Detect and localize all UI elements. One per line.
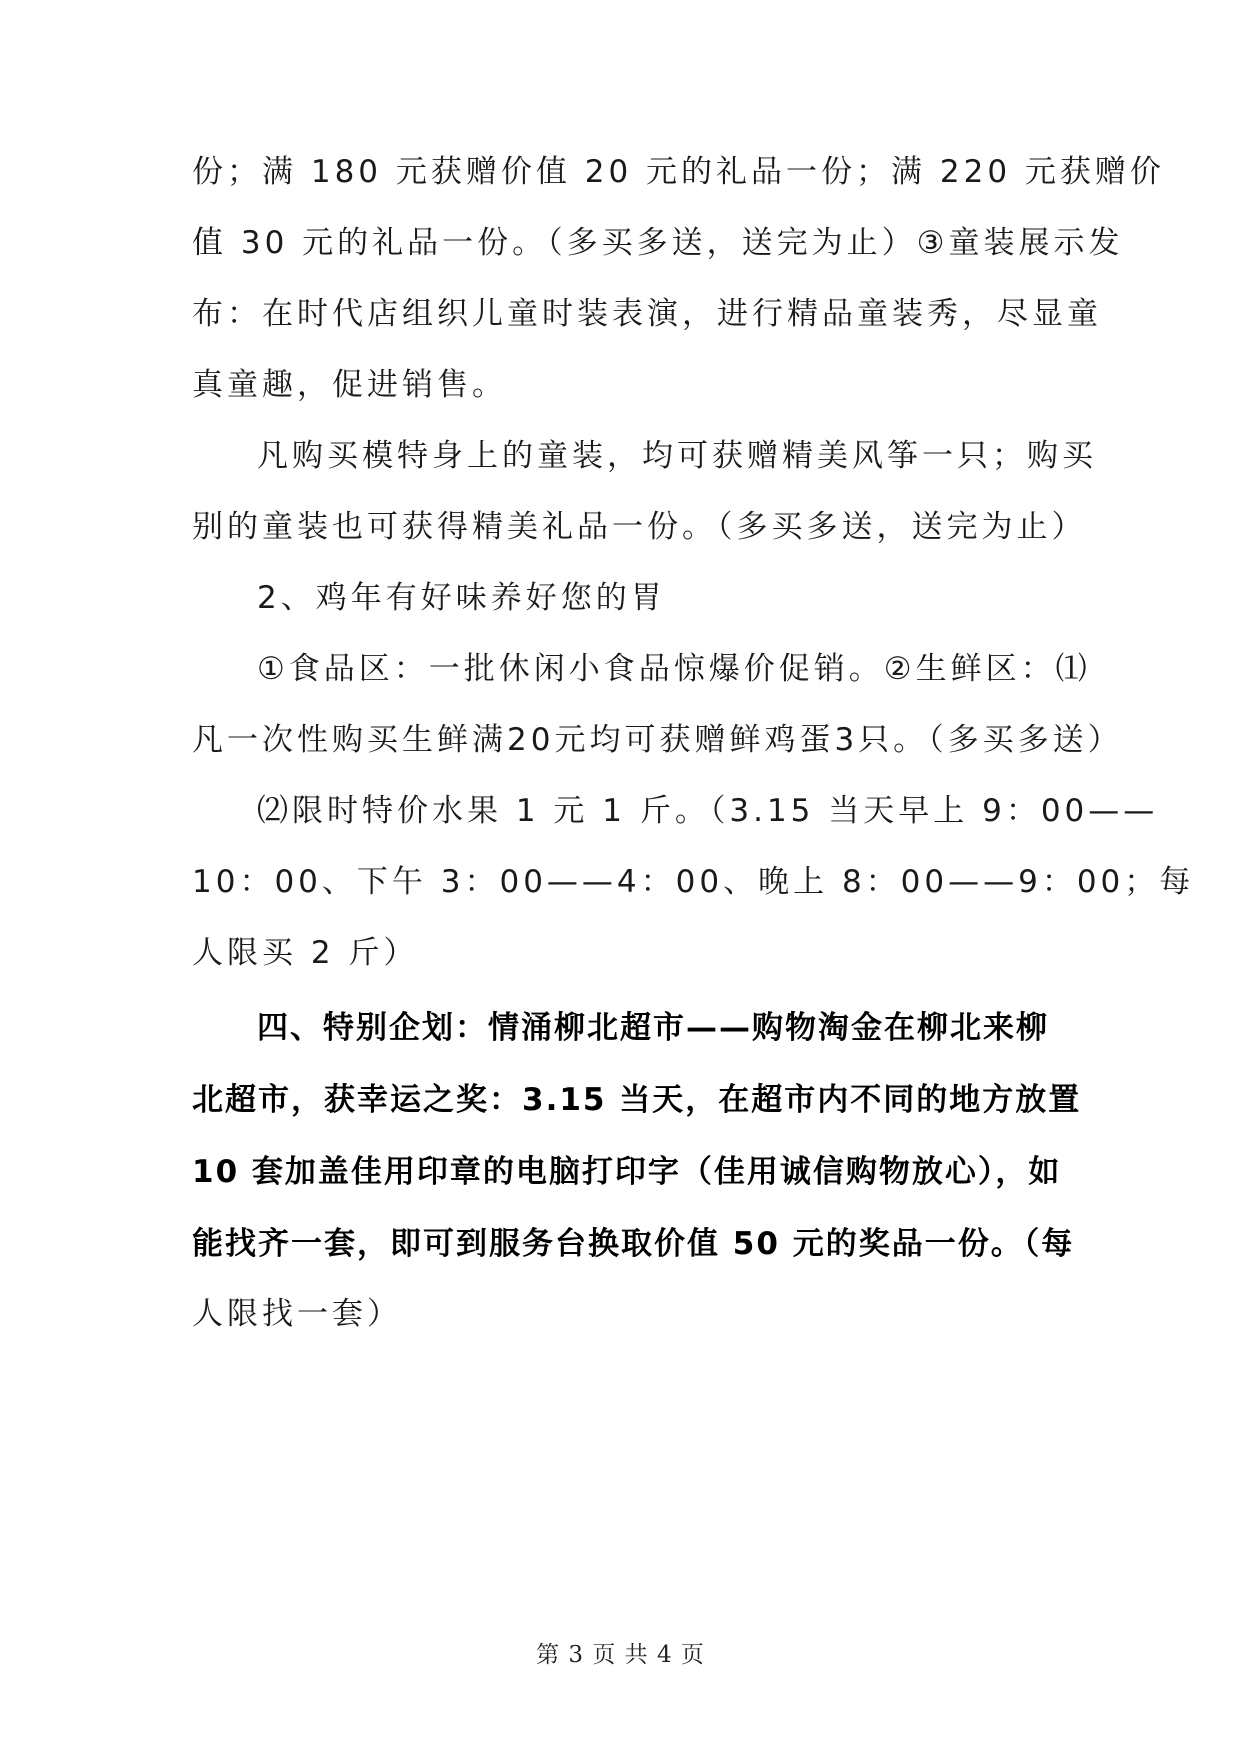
text-line: 10：00、下午 3：00——4：00、晚上 8：00——9：00；每: [192, 864, 1195, 900]
text-line: 人限买 2 斤）: [192, 935, 419, 971]
text-line: 北超市，获幸运之奖：3.15 当天，在超市内不同的地方放置: [192, 1082, 1082, 1118]
text-line: 10 套加盖佳用印章的电脑打印字（佳用诚信购物放心），如: [192, 1154, 1062, 1190]
text-line: 份；满 180 元获赠价值 20 元的礼品一份；满 220 元获赠价: [192, 154, 1165, 190]
section-heading: 2、鸡年有好味养好您的胃: [257, 580, 666, 616]
text-line: ①食品区：一批休闲小食品惊爆价促销。②生鲜区：⑴: [257, 651, 1091, 687]
text-line: 布：在时代店组织儿童时装表演，进行精品童装秀，尽显童: [192, 296, 1102, 332]
text-line: 人限找一套）: [192, 1296, 402, 1332]
text-line: ⑵限时特价水果 1 元 1 斤。（3.15 当天早上 9：00——: [257, 793, 1159, 829]
text-line: 真童趣，促进销售。: [192, 367, 507, 403]
section-heading: 四、特别企划：情涌柳北超市——购物淘金在柳北来柳: [257, 1010, 1049, 1046]
page-footer: 第 3 页 共 4 页: [536, 1642, 705, 1668]
text-line: 凡一次性购买生鲜满20元均可获赠鲜鸡蛋3只。（多买多送）: [192, 722, 1123, 758]
text-line: 凡购买模特身上的童装，均可获赠精美风筝一只；购买: [257, 438, 1097, 474]
text-line: 能找齐一套，即可到服务台换取价值 50 元的奖品一份。（每: [192, 1226, 1075, 1262]
text-line: 别的童装也可获得精美礼品一份。（多买多送，送完为止）: [192, 509, 1087, 545]
text-line: 值 30 元的礼品一份。（多买多送，送完为止）③童装展示发: [192, 225, 1124, 261]
